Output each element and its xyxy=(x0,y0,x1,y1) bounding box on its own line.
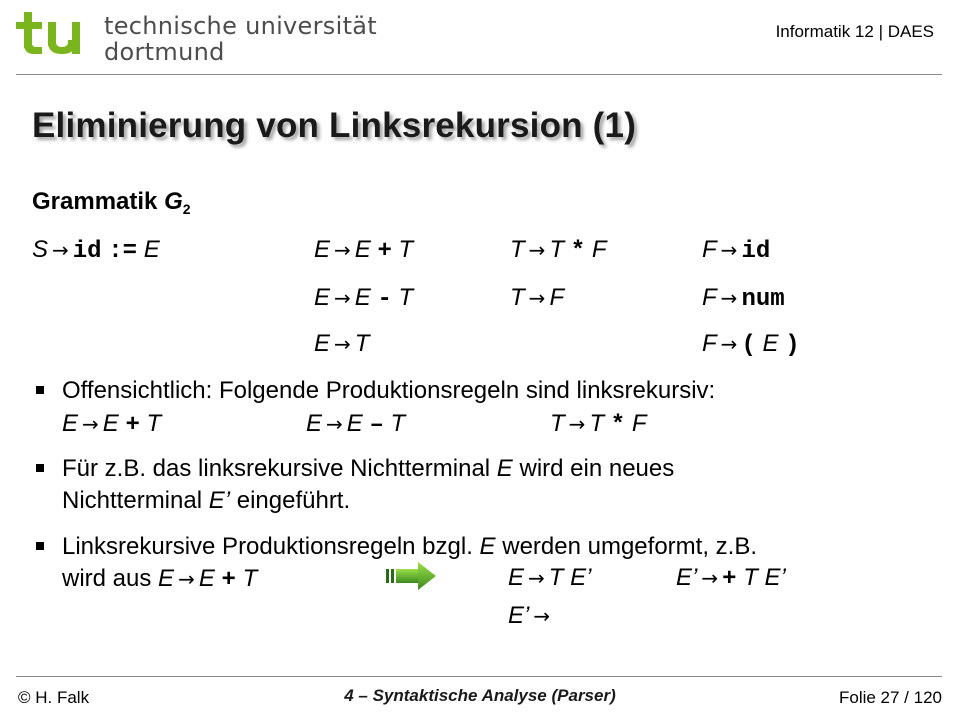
bullet-text: wird ein neues xyxy=(512,455,675,482)
rule-lhs: T xyxy=(510,236,525,263)
rule-symbol: F xyxy=(631,410,647,437)
rule-symbol: E xyxy=(496,455,513,482)
rule-lhs: E xyxy=(314,236,331,263)
arrow-icon: → xyxy=(334,286,351,310)
arrow-icon: → xyxy=(528,238,546,262)
rule-operator: - xyxy=(377,286,392,313)
rule-symbol: E xyxy=(143,236,160,263)
rule-token: ) xyxy=(785,332,800,359)
rule-t2 xyxy=(510,284,564,312)
rule-f2 xyxy=(702,284,785,313)
slide-title: Eliminierung von Linksrekursion (1) xyxy=(32,106,637,145)
arrow-icon: → xyxy=(178,567,195,591)
rule-s xyxy=(32,236,160,265)
arrow-icon: → xyxy=(568,412,586,436)
bullet-text: Für z.B. das linksrekursive Nichtterminal xyxy=(62,455,497,482)
rule-token: num xyxy=(741,286,785,313)
grammar-heading xyxy=(32,188,191,217)
green-transform-arrow-icon xyxy=(386,560,438,592)
tu-logo-icon xyxy=(14,10,94,58)
rule-symbol: E xyxy=(198,565,215,592)
rule-lhs: E xyxy=(62,410,79,437)
rule-lhs: F xyxy=(702,284,717,311)
rule-symbol: E xyxy=(479,533,496,560)
bullet-icon xyxy=(36,386,44,394)
rule-symbol: T xyxy=(354,330,370,357)
rule-lhs: E’ xyxy=(676,564,698,591)
rule-operator: * xyxy=(570,238,586,265)
bullet-text: wird aus xyxy=(62,565,159,592)
rule-symbol: E xyxy=(354,236,371,263)
arrow-icon: → xyxy=(82,412,99,436)
rule-lhs: S xyxy=(32,236,49,263)
arrow-icon: → xyxy=(720,238,738,262)
bullet-2-line-1 xyxy=(62,454,674,484)
rule-operator: – xyxy=(369,412,384,439)
grammar-index: 2 xyxy=(182,201,191,217)
university-name xyxy=(104,14,377,64)
rule-symbol: T xyxy=(549,236,565,263)
bullet-icon xyxy=(36,464,44,472)
footer-chapter: 4 – Syntaktische Analyse (Parser) xyxy=(344,686,616,705)
rule-token: id xyxy=(741,238,771,265)
bullet-1-text: Offensichtlich: Folgende Produktionsregeln sind linksrekursiv: xyxy=(62,377,716,404)
rule-lhs: T xyxy=(510,284,525,311)
rule-e1 xyxy=(314,236,413,265)
rule-symbol: T xyxy=(398,236,414,263)
arrow-icon: → xyxy=(334,332,351,356)
bullet-text: werden umgeformt, z.B. xyxy=(495,533,757,560)
arrow-icon: → xyxy=(528,566,545,590)
rule-lhs: F xyxy=(702,330,717,357)
rule-symbol: T xyxy=(390,410,406,437)
bullet-3-line-2 xyxy=(62,564,257,596)
rule-lhs: E xyxy=(306,410,323,437)
rule-symbol: E xyxy=(346,410,363,437)
arrow-icon: → xyxy=(720,286,738,310)
arrow-icon: → xyxy=(52,238,69,262)
footer-divider xyxy=(16,676,942,677)
rule-token: := xyxy=(108,238,138,265)
arrow-icon: → xyxy=(701,566,719,590)
rule-operator: * xyxy=(610,412,626,439)
rule-symbol: T xyxy=(589,410,605,437)
bullet-3-line-1 xyxy=(62,532,757,562)
rule-t1 xyxy=(510,236,607,265)
rule-lhs: E’ xyxy=(508,602,530,629)
rule-lhs: E xyxy=(314,284,331,311)
result-rule-3 xyxy=(508,602,554,630)
arrow-icon: → xyxy=(326,412,343,436)
rule-symbol: F xyxy=(549,284,565,311)
result-rule-2 xyxy=(676,564,786,593)
result-rule-1 xyxy=(508,564,591,592)
footer-page: Folie 27 / 120 xyxy=(838,688,942,707)
bullet-text: Nichtterminal xyxy=(62,487,209,514)
bullet-text: Linksrekursive Produktionsregeln bzgl. xyxy=(62,533,480,560)
rule-f3 xyxy=(702,330,800,359)
rule-f1 xyxy=(702,236,770,265)
rule-symbol: E’ xyxy=(208,487,231,514)
bullet-1-rule-2 xyxy=(306,410,405,439)
rule-symbol: T E’ xyxy=(743,564,786,591)
rule-symbol: T E’ xyxy=(548,564,592,591)
rule-e3 xyxy=(314,330,369,358)
rule-e2 xyxy=(314,284,413,313)
arrow-icon: → xyxy=(528,286,546,310)
department-label: Informatik 12 | DAES xyxy=(775,22,934,41)
rule-operator: + xyxy=(125,412,140,439)
rule-symbol: F xyxy=(591,236,607,263)
rule-token: ( xyxy=(741,332,756,359)
rule-symbol: T xyxy=(146,410,162,437)
rule-lhs: E xyxy=(158,565,175,592)
grammar-heading-label: Grammatik xyxy=(32,188,158,215)
footer-author: © H. Falk xyxy=(18,688,90,707)
rule-token: id xyxy=(72,238,102,265)
rule-lhs: E xyxy=(508,564,525,591)
rule-lhs: F xyxy=(702,236,717,263)
rule-symbol: E xyxy=(762,330,779,357)
rule-lhs: E xyxy=(314,330,331,357)
bullet-1-rule-1 xyxy=(62,410,161,439)
header-divider xyxy=(16,74,942,75)
rule-operator: + xyxy=(722,566,737,593)
brand-line-1: technische universität xyxy=(104,12,377,40)
rule-symbol: E xyxy=(354,284,371,311)
grammar-name: G xyxy=(164,188,183,215)
rule-symbol: T xyxy=(398,284,414,311)
arrow-icon: → xyxy=(720,332,738,356)
bullet-text: eingeführt. xyxy=(230,487,351,514)
bullet-icon xyxy=(36,542,44,550)
arrow-icon: → xyxy=(334,238,351,262)
rule-symbol: T xyxy=(242,565,258,592)
rule-operator: + xyxy=(377,238,392,265)
bullet-2-line-2 xyxy=(62,486,350,516)
bullet-1-rule-3 xyxy=(550,410,647,439)
brand-line-2: dortmund xyxy=(104,38,225,66)
rule-symbol: E xyxy=(102,410,119,437)
rule-operator: + xyxy=(221,567,236,594)
rule-lhs: T xyxy=(550,410,565,437)
arrow-icon: → xyxy=(533,604,551,628)
